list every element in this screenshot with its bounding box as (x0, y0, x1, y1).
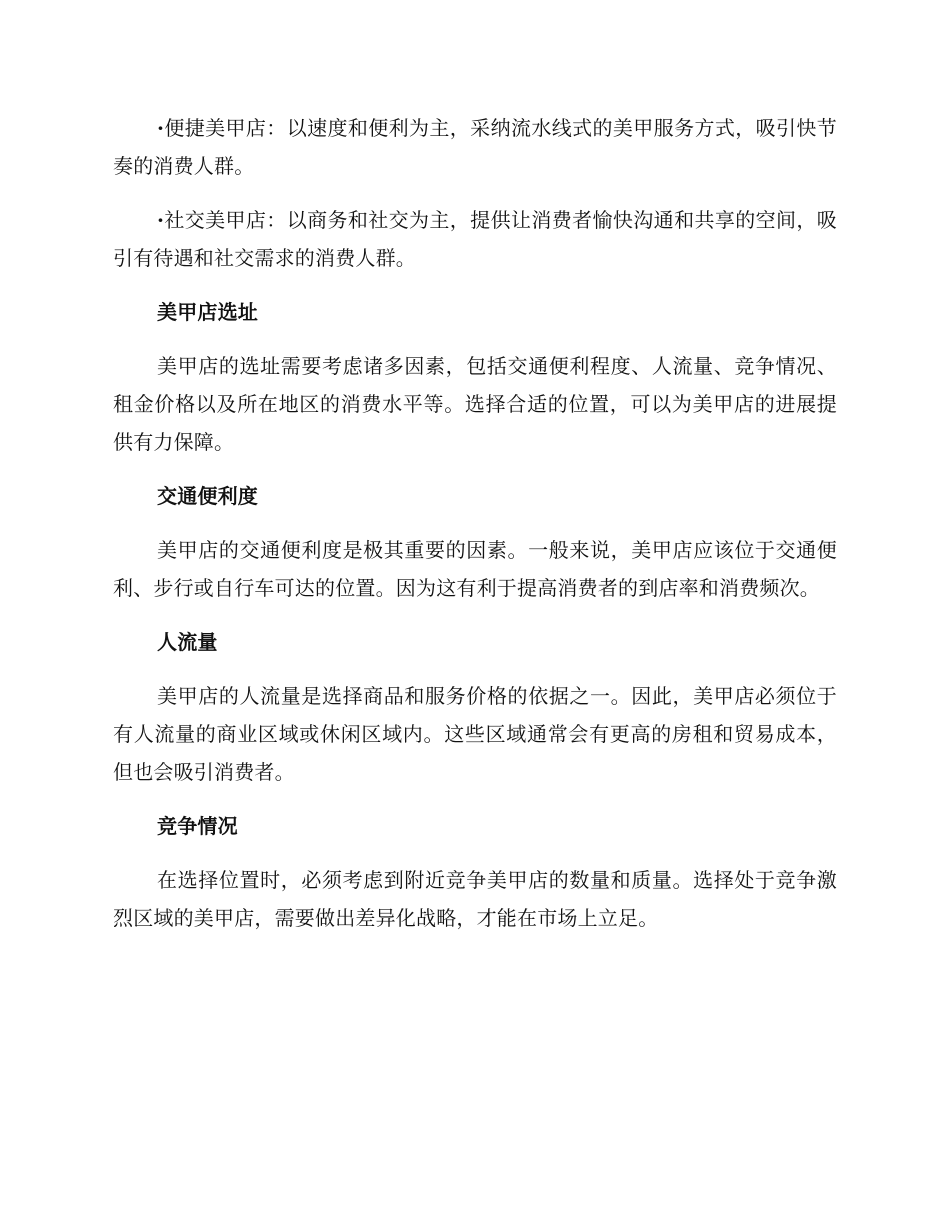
section-body-transport: 美甲店的交通便利度是极其重要的因素。一般来说，美甲店应该位于交通便利、步行或自行车可达的位置。因为这有利于提高消费者的到店率和消费频次。 (113, 538, 837, 600)
bullet-marker: · (157, 208, 165, 232)
section-heading-site-selection: 美甲店选址 (157, 300, 258, 324)
section-heading-foot-traffic: 人流量 (157, 630, 218, 654)
section-body-site-selection: 美甲店的选址需要考虑诸多因素，包括交通便利程度、人流量、竞争情况、租金价格以及所在地区的消费水平等。选择合适的位置，可以为美甲店的进展提供有力保障。 (113, 354, 837, 454)
bullet-text: 社交美甲店：以商务和社交为主，提供让消费者愉快沟通和共享的空间，吸引有待遇和社交需求的消费人群。 (113, 208, 837, 270)
section-body-competition: 在选择位置时，必须考虑到附近竞争美甲店的数量和质量。选择处于竞争激烈区域的美甲店，需要做出差异化战略，才能在市场上立足。 (113, 868, 837, 930)
bullet-item-express-salon (113, 109, 837, 185)
section-heading-competition: 竞争情况 (157, 814, 238, 838)
document-body (113, 109, 837, 953)
bullet-marker: · (157, 116, 165, 140)
section-body-foot-traffic: 美甲店的人流量是选择商品和服务价格的依据之一。因此，美甲店必须位于有人流量的商业区域或休闲区域内。这些区域通常会有更高的房租和贸易成本，但也会吸引消费者。 (113, 684, 837, 784)
bullet-item-social-salon (113, 201, 837, 277)
bullet-text: 便捷美甲店：以速度和便利为主，采纳流水线式的美甲服务方式，吸引快节奏的消费人群。 (113, 116, 837, 178)
section-heading-transport: 交通便利度 (157, 484, 258, 508)
